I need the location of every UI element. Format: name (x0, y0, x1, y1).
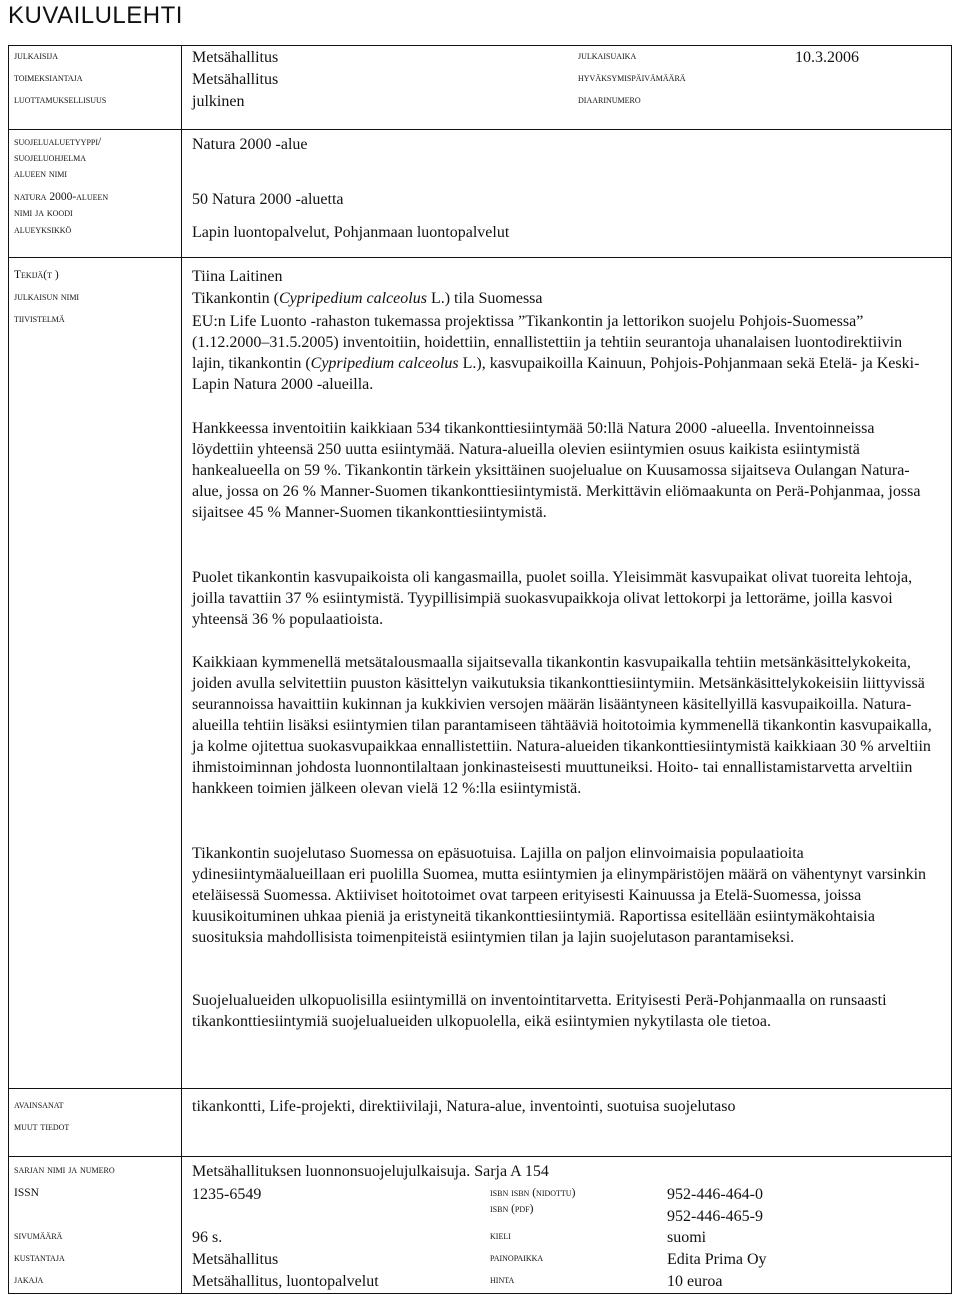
natura-code-label: nimi ja koodi (14, 207, 73, 219)
nimi-post: L.) tila Suomessa (426, 290, 543, 307)
page-title: KUVAILULEHTI (8, 2, 183, 29)
natura-label: natura 2000-alueen (14, 191, 109, 203)
abstract-p1-b: L.), kasvupaikoilla Kainuun, Pohjois-Pohjanmaan sekä Etelä- ja Keski-Lapin Natura 2000 -alueilla. (192, 355, 920, 393)
border-right (951, 45, 952, 1293)
kieli-label: kieli (490, 1230, 511, 1242)
tiivistelma-label: tiivistelmä (14, 313, 65, 325)
avainsanat-label: avainsanat (14, 1099, 64, 1111)
alueyksikko-label: alueyksikkö (14, 224, 72, 236)
abstract-p1-species: Cypripedium calceolus (310, 355, 459, 372)
isbn-pdf-value: 952-446-465-9 (667, 1208, 763, 1225)
diaarinumero-label: diaarinumero (578, 94, 641, 106)
nimi-pre: Tikankontin ( (192, 290, 279, 307)
divider (8, 1293, 952, 1294)
abstract-p2: Hankkeessa inventoitiin kaikkiaan 534 tikankonttiesiintymää 50:llä Natura 2000 -alueella. Inventoinneissa löydettiin yhteensä 250 uutta esiintymää. Natura-alueilla olevien esiintymien osuus kaikista esiintymistä hankealueella on 59 %. Tikankontin tärkein yksittäinen suojelualue on Kuusamossa sijaitseva Oulangan Natura-alue, jossa on 26 % Manner-Suomen tikankonttiesiintymistä. Merkittävin eliömaakunta on Perä-Pohjanmaa, jossa sijaitsee 45 % Manner-Suomen tikankonttiesiintymistä. (192, 420, 921, 521)
abstract-p4: Kaikkiaan kymmenellä metsätalousmaalla sijaitsevalla tikankontin kasvupaikalla tehtiin metsänkäsittelykokeita, joiden avulla selvitettiin puuston käsittelyn vaikutuksia tikankonttiesiintymiin. Metsänkäsittelykokeisiin liittyvissä seurannoissa havaittiin kukinnan ja kukkivien versojen määrän lisääntyneen käsitellyillä kasvupaikoilla. Natura-alueilla tehtiin lisäksi esiintymien tilan parantamiseen tähtääviä hoitotoimia kymmenellä tikankontin kasvupaikalla, ja kolme ojitettua suokasvupaikkaa ennallistettiin. Natura-alueiden tikankonttiesiintymistä kaikkiaan 30 % arveltiin ihmistoiminnan johdosta luonnontilaltaan jonkinasteisesti muuttuneiksi. Hoito- tai ennallistamistarvetta arveltiin hankkeen toimien jälkeen olevan vielä 12 %:lla esiintymistä. (192, 654, 932, 797)
alueen-nimi-label: alueen nimi (14, 168, 68, 180)
sarja-label: sarjan nimi ja numero (14, 1164, 115, 1176)
abstract-p5: Tikankontin suojelutaso Suomessa on epäsuotuisa. Lajilla on paljon elinvoimaisia populaatioita ydinesiintymäalueillaan eri puolilla Suomea, mutta esiintymien ja elinympäristöjen määrä on vähentynyt varsinkin eteläisessä Suomessa. Aktiiviset hoitotoimet ovat tarpeen erityisesti Kainuussa ja Etelä-Suomessa, joissa kuusikoituminen uhkaa pieniä ja eristyneitä tikankonttiesiintymiä. Raportissa esitellään esiintymäkohtaisia suosituksia mahdollisista toimenpiteistä esiintymien tilan ja lajin suojelutason parantamiseksi. (192, 845, 927, 946)
muut-tiedot-label: muut tiedot (14, 1121, 70, 1133)
julkaisun-nimi-value (192, 289, 543, 309)
divider (8, 129, 952, 130)
abstract-p1-a: EU:n Life Luonto -rahaston tukemassa projektissa ”Tikankontin ja lettorikon suojelu Pohjois-Suomessa” (1.12.2000–31.5.2005) inventoitiin, hoidettiin, ennallistettiin ja tehtiin seurantoja uhanalaisen luontodirektiivin lajin, tikankontin ( (192, 313, 903, 372)
luottamuksellisuus-label: luottamuksellisuus (14, 94, 107, 106)
hinta-value: 10 euroa (667, 1273, 723, 1290)
sivumaara-value: 96 s. (192, 1229, 223, 1246)
abstract-p3: Puolet tikankontin kasvupaikoista oli kangasmailla, puolet soilla. Yleisimmät kasvupaikat olivat tuoreita lehtoja, joilla tavattiin 37 % esiintymistä. Tyypillisimpiä suokasvupaikkoja olivat lettokorpi ja lettoräme, joilla kasvoi yhteensä 36 % populaatioista. (192, 569, 913, 628)
issn-value: 1235-6549 (192, 1186, 262, 1203)
suojelualuetyyppi-value: Natura 2000 -alue (192, 136, 308, 153)
painopaikka-label: painopaikka (490, 1252, 544, 1264)
border-left (8, 45, 9, 1293)
avainsanat-value: tikankontti, Life-projekti, direktiivilaji, Natura-alue, inventointi, suotuisa suojelutaso (192, 1098, 736, 1115)
isbn-nidottu-label-text: isbn (nidottu) (511, 1187, 576, 1199)
tekija-label: Tekijä(t ) (14, 269, 59, 281)
natura-value: 50 Natura 2000 -aluetta (192, 191, 344, 208)
julkaisija-value: Metsähallitus (192, 49, 279, 66)
julkaisija-label: julkaisija (14, 50, 58, 62)
toimeksiantaja-value: Metsähallitus (192, 71, 279, 88)
suojelualuetyyppi-label: suojelualuetyyppi/ (14, 136, 102, 148)
suojeluohjelma-label: suojeluohjelma (14, 152, 86, 164)
isbn-pdf-label: isbn (pdf) (490, 1203, 534, 1215)
luottamuksellisuus-value: julkinen (192, 93, 245, 110)
alueyksikko-value: Lapin luontopalvelut, Pohjanmaan luontopalvelut (192, 224, 510, 241)
sivumaara-label: sivumäärä (14, 1230, 63, 1242)
nimi-species: Cypripedium calceolus (278, 290, 427, 307)
kustantaja-label: kustantaja (14, 1252, 65, 1264)
abstract-p6: Suojelualueiden ulkopuolisilla esiintymillä on inventointitarvetta. Erityisesti Perä-Pohjanmaalla on runsaasti tikankonttiesiintymiä suojelualueiden ulkopuolella, eikä esiintymien nykytilasta ole tietoa. (192, 992, 887, 1030)
hinta-label: hinta (490, 1274, 515, 1286)
julkaisuaika-label: julkaisuaika (578, 50, 637, 62)
julkaisuaika-value: 10.3.2006 (795, 49, 859, 66)
kieli-value: suomi (667, 1229, 707, 1246)
julkaisun-nimi-label: julkaisun nimi (14, 291, 80, 303)
sarja-value: Metsähallituksen luonnonsuojelujulkaisuja. Sarja A 154 (192, 1163, 549, 1180)
hyvaksymispaiva-label: hyväksymispäivämäärä (578, 72, 686, 84)
tekija-value: Tiina Laitinen (192, 268, 283, 285)
isbn-nidottu-label: isbn isbn (nidottu) (490, 1187, 576, 1199)
divider (8, 1088, 952, 1089)
jakaja-value: Metsähallitus, luontopalvelut (192, 1273, 379, 1290)
divider (8, 1156, 952, 1157)
column-divider (181, 45, 182, 1293)
isbn-nidottu-value: 952-446-464-0 (667, 1186, 763, 1203)
jakaja-label: jakaja (14, 1274, 44, 1286)
kustantaja-value: Metsähallitus (192, 1251, 279, 1268)
divider (8, 45, 952, 46)
abstract-p1 (192, 311, 932, 395)
divider (8, 257, 952, 258)
issn-label: ISSN (14, 1187, 39, 1199)
painopaikka-value: Edita Prima Oy (667, 1251, 767, 1268)
toimeksiantaja-label: toimeksiantaja (14, 72, 83, 84)
